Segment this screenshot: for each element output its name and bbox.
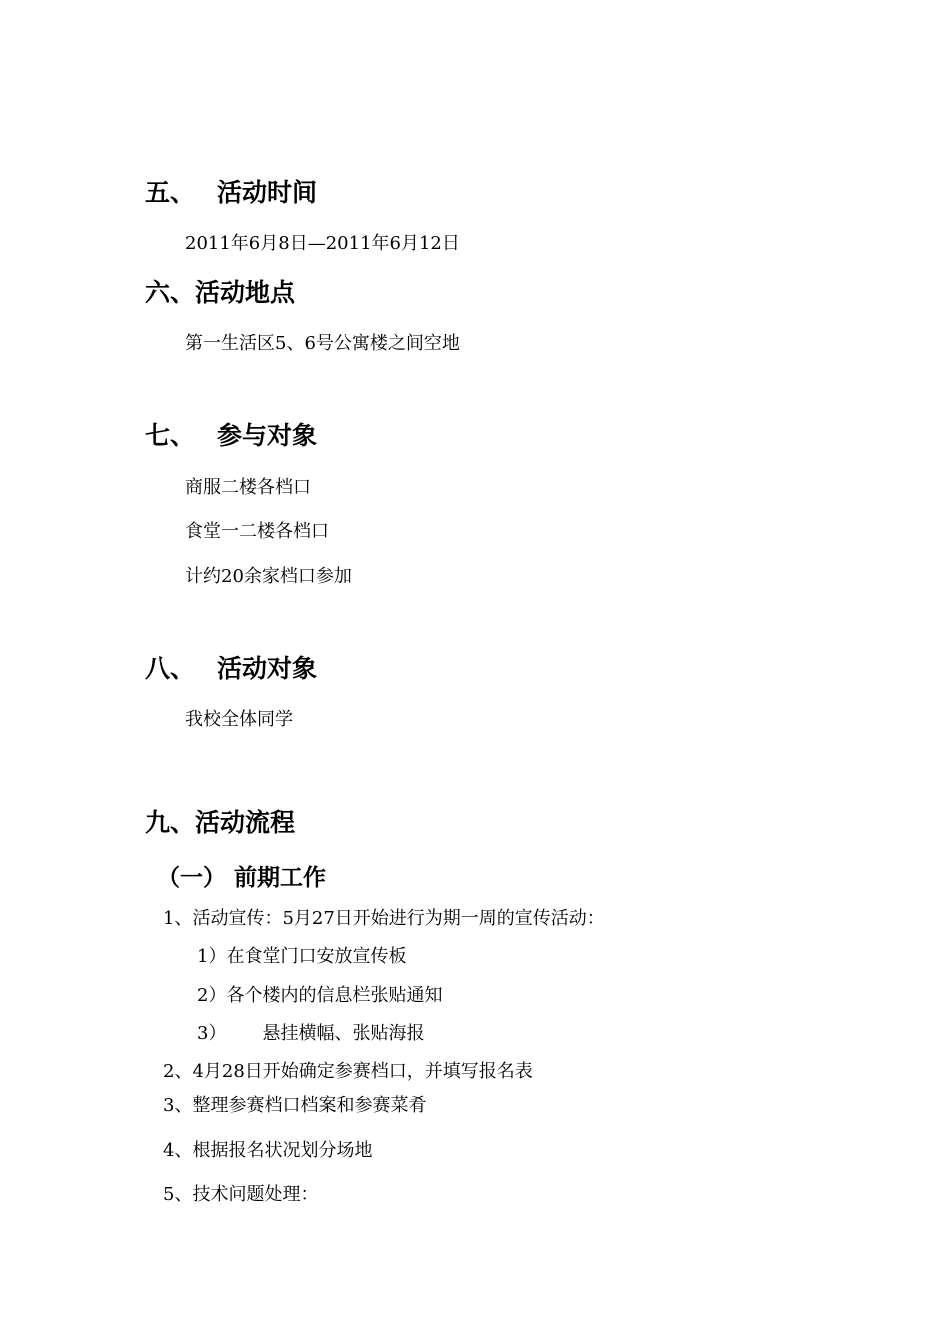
flow-item-2: 2、4月28日开始确定参赛档口，并填写报名表 xyxy=(163,1061,533,1082)
participant-line: 计约20余家档口参加 xyxy=(185,566,352,587)
participant-line: 食堂一二楼各档口 xyxy=(185,521,329,542)
section-heading-participants xyxy=(145,421,317,451)
flow-subitem-number: 3） xyxy=(197,1023,227,1044)
section-heading-audience xyxy=(145,654,317,684)
audience-text: 我校全体同学 xyxy=(185,709,293,730)
flow-item-3: 3、整理参赛档口档案和参赛菜肴 xyxy=(163,1095,427,1116)
section-heading-time xyxy=(145,178,317,208)
section-title: 活动流程 xyxy=(195,808,296,837)
section-title: 活动对象 xyxy=(217,654,318,683)
flow-subitem xyxy=(197,1022,424,1046)
section-title: 活动时间 xyxy=(217,178,318,207)
flow-item-1: 1、活动宣传：5月27日开始进行为期一周的宣传活动： xyxy=(163,908,605,929)
subheading-preparation: （一） 前期工作 xyxy=(157,865,327,891)
section-heading-process xyxy=(145,808,295,838)
flow-item-4: 4、根据报名状况划分场地 xyxy=(163,1140,373,1161)
flow-subitem: 1）在食堂门口安放宣传板 xyxy=(197,946,407,967)
flow-subitem-text: 悬挂横幅、张贴海报 xyxy=(262,1023,425,1044)
flow-item-5: 5、技术问题处理： xyxy=(163,1184,319,1205)
section-number: 八、 xyxy=(145,654,196,683)
participant-line: 商服二楼各档口 xyxy=(185,477,311,498)
section-title: 活动地点 xyxy=(195,278,296,307)
section-title: 参与对象 xyxy=(217,421,318,450)
section-number: 九、 xyxy=(145,808,196,837)
activity-location-text: 第一生活区5、6号公寓楼之间空地 xyxy=(185,333,460,354)
activity-time-text: 2011年6月8日—2011年6月12日 xyxy=(185,233,460,254)
section-number: 六、 xyxy=(145,278,196,307)
flow-subitem: 2）各个楼内的信息栏张贴通知 xyxy=(197,985,443,1006)
section-number: 七、 xyxy=(145,421,196,450)
section-number: 五、 xyxy=(145,178,196,207)
section-heading-location xyxy=(145,278,295,308)
